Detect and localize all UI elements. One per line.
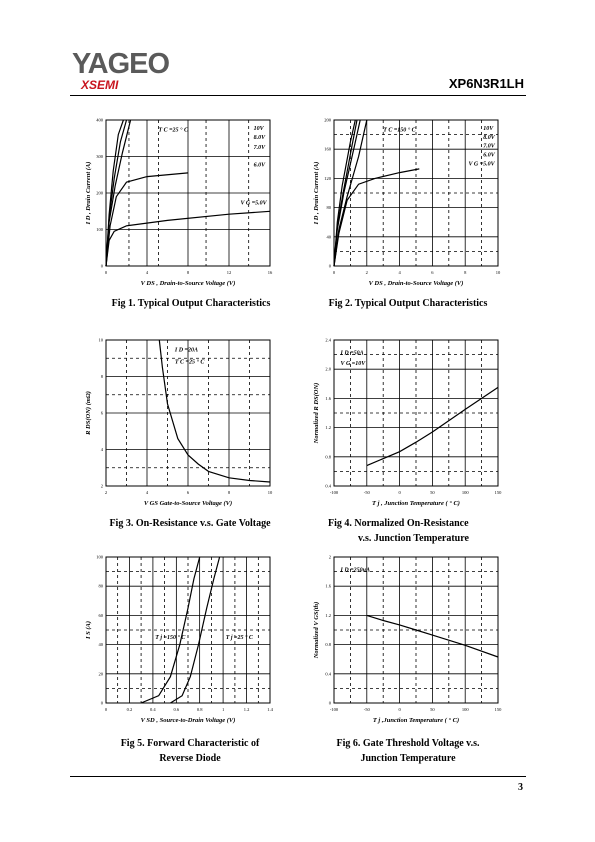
fig5-xtick: 0	[104, 707, 108, 712]
fig2-xtick: 4	[398, 270, 401, 275]
fig3-xtick: 10	[267, 490, 273, 495]
fig1-ylabel: I D , Drain Current (A)	[85, 161, 92, 225]
fig2-xtick: 8	[464, 270, 467, 275]
fig6-svg	[312, 553, 512, 733]
chart-fig5	[84, 553, 284, 733]
fig4-xtick: -50	[363, 490, 370, 495]
logo-xsemi: XSEMI	[81, 78, 119, 92]
fig1-annotation: 8.0V	[253, 134, 266, 141]
fig6-xtick: 50	[430, 707, 435, 712]
caption-fig4-line2: v.s. Junction Temperature	[358, 533, 469, 544]
chart-fig2	[312, 116, 512, 296]
fig2-svg	[312, 116, 512, 296]
fig1-ytick: 100	[96, 227, 103, 232]
fig5-ytick: 80	[98, 583, 103, 589]
fig4-xtick: 150	[494, 490, 502, 495]
fig3-ytick: 2	[100, 483, 103, 489]
fig5-ytick: 60	[98, 612, 103, 618]
fig2-xlabel: V DS , Drain-to-Source Voltage (V)	[368, 280, 464, 287]
fig6-ytick: 2	[328, 554, 331, 560]
fig1-svg	[84, 116, 284, 296]
fig6-xlabel: T j ,Junction Temperature ( ° C)	[372, 717, 460, 724]
fig5-xtick: 1	[222, 707, 225, 712]
fig6-ytick: 1.6	[325, 583, 331, 589]
fig5-xlabel: V SD , Source-to-Drain Voltage (V)	[140, 717, 236, 724]
fig4-xtick: -100	[329, 490, 339, 495]
chart-fig1	[84, 116, 284, 296]
fig4-ytick: 2.4	[325, 337, 331, 343]
fig6-xtick: 0	[398, 707, 401, 712]
fig2-ytick: 80	[326, 205, 331, 211]
fig3-xtick: 8	[227, 490, 231, 495]
caption-fig4	[318, 516, 498, 546]
fig5-xtick: 0.4	[150, 707, 156, 712]
fig3-xlabel: V GS Gate-to-Source Voltage (V)	[143, 500, 233, 507]
fig2-annotation: 7.0V	[483, 143, 495, 150]
fig3-ytick: 8	[100, 374, 103, 379]
fig1-annotation: V G =5.0V	[240, 200, 267, 207]
fig4-ytick: 1.6	[325, 395, 331, 401]
fig2-annotation: 8.0V	[483, 134, 495, 141]
fig2-annotation: 6.0V	[483, 152, 495, 159]
fig1-xtick: 8	[186, 270, 190, 275]
fig4-xtick: 100	[461, 490, 469, 495]
fig3-xtick: 2	[104, 490, 108, 495]
fig6-ytick: 0.4	[325, 671, 331, 677]
caption-fig1-line1: Fig 1. Typical Output Characteristics	[111, 298, 271, 309]
caption-fig6	[318, 736, 498, 766]
fig2-ytick: 160	[324, 146, 331, 152]
fig3-xtick: 6	[186, 490, 190, 495]
fig4-xtick: 50	[430, 490, 435, 495]
fig4-ytick: 2.0	[325, 366, 331, 372]
fig1-ytick: 300	[96, 154, 103, 159]
fig5-xtick: 0.2	[126, 707, 133, 712]
fig6-ytick: 0	[328, 700, 331, 706]
fig3-ylabel: R DS(ON) (mΩ)	[85, 391, 92, 435]
fig4-xlabel: T j , Junction Temperature ( ° C)	[372, 500, 460, 507]
fig1-annotation: 7.0V	[253, 145, 266, 152]
caption-fig2-line1: Fig 2. Typical Output Characteristics	[328, 298, 488, 309]
fig5-annotation: T j =25 ° C	[225, 634, 253, 641]
fig2-xtick: 0	[332, 270, 336, 275]
fig6-xtick: -100	[329, 707, 339, 712]
fig5-ytick: 40	[98, 642, 103, 648]
fig5-annotation: T j =150 ° C	[155, 634, 186, 641]
fig6-xtick: -50	[363, 707, 370, 712]
caption-fig2	[322, 296, 494, 311]
fig5-xtick: 0.8	[196, 707, 203, 712]
fig3-ytick: 6	[100, 410, 103, 416]
caption-fig6-line1: Fig 6. Gate Threshold Voltage v.s.	[336, 738, 480, 749]
footer-rule	[70, 776, 526, 777]
chart-fig6	[312, 553, 512, 733]
fig5-series-1	[170, 557, 219, 703]
caption-fig5-line1: Fig 5. Forward Characteristic of	[120, 738, 260, 749]
fig6-ytick: 0.8	[325, 642, 331, 648]
fig4-annotation: I D =50A	[340, 350, 364, 357]
fig4-ylabel: Normalized R DS(ON)	[313, 382, 320, 444]
fig4-xtick: 0	[398, 490, 401, 495]
fig4-annotation: V G =10V	[340, 360, 366, 367]
fig5-ytick: 20	[98, 671, 103, 677]
page-number: 3	[518, 782, 523, 793]
fig2-ylabel: I D , Drain Current (A)	[313, 161, 320, 225]
fig4-ytick: 0.4	[325, 483, 331, 489]
fig3-svg	[84, 336, 284, 516]
fig2-xtick: 10	[495, 270, 501, 275]
fig3-ytick: 4	[100, 447, 103, 452]
fig1-xtick: 16	[267, 270, 273, 275]
fig4-svg	[312, 336, 512, 516]
fig2-annotation: 10V	[483, 126, 494, 133]
fig1-xtick: 12	[226, 270, 232, 275]
fig2-ytick: 40	[326, 234, 331, 240]
caption-fig5-line2: Reverse Diode	[159, 753, 221, 764]
header-rule	[70, 95, 526, 96]
caption-fig5	[100, 736, 280, 766]
fig1-ytick: 0	[100, 263, 103, 269]
fig2-ytick: 200	[324, 117, 331, 123]
caption-fig3	[100, 516, 280, 531]
fig1-xtick: 4	[145, 270, 149, 275]
fig2-ytick: 120	[324, 175, 331, 181]
caption-fig1	[96, 296, 286, 311]
fig6-xtick: 150	[494, 707, 502, 712]
fig6-xtick: 100	[461, 707, 469, 712]
fig1-xtick: 0	[104, 270, 108, 275]
chart-fig4	[312, 336, 512, 516]
fig1-annotation: 6.0V	[253, 162, 266, 169]
fig6-ylabel: Normalized V GS(th)	[313, 601, 320, 659]
fig4-ytick: 1.2	[325, 425, 331, 431]
fig3-annotation: T C =25 ° C	[174, 359, 205, 366]
fig5-ytick: 0	[100, 700, 103, 706]
caption-fig3-line1: Fig 3. On-Resistance v.s. Gate Voltage	[109, 518, 271, 529]
logo-yageo: YAGEO	[72, 48, 170, 80]
fig2-xtick: 2	[365, 270, 368, 275]
fig1-annotation: 10V	[253, 126, 264, 133]
logo	[72, 50, 169, 91]
fig5-xtick: 1.4	[267, 707, 273, 712]
fig5-xtick: 0.6	[173, 707, 180, 712]
fig6-annotation: I D =250uA	[340, 567, 370, 574]
fig3-annotation: I D =20A	[174, 347, 198, 354]
fig1-xlabel: V DS , Drain-to-Source Voltage (V)	[140, 280, 236, 287]
fig1-annotation: T C =25 ° C	[158, 127, 188, 134]
fig2-annotation: V G =5.0V	[468, 161, 495, 168]
fig5-xtick: 1.2	[243, 707, 250, 712]
fig2-annotation: T C =150 ° C	[383, 127, 416, 134]
fig2-xtick: 6	[431, 270, 434, 275]
fig5-ytick: 100	[96, 554, 103, 560]
fig2-ytick: 0	[328, 263, 331, 269]
caption-fig6-line2: Junction Temperature	[360, 753, 456, 764]
fig4-ytick: 0.8	[325, 454, 331, 460]
fig5-svg	[84, 553, 284, 733]
fig1-ytick: 400	[96, 117, 103, 123]
fig3-xtick: 4	[145, 490, 149, 495]
part-number: XP6N3R1LH	[448, 76, 524, 91]
fig6-ytick: 1.2	[325, 612, 331, 618]
fig1-ytick: 200	[96, 190, 103, 196]
chart-fig3	[84, 336, 284, 516]
fig3-ytick: 10	[98, 337, 103, 343]
fig5-ylabel: I S (A)	[85, 620, 92, 640]
caption-fig4-line1: Fig 4. Normalized On-Resistance	[328, 518, 469, 529]
